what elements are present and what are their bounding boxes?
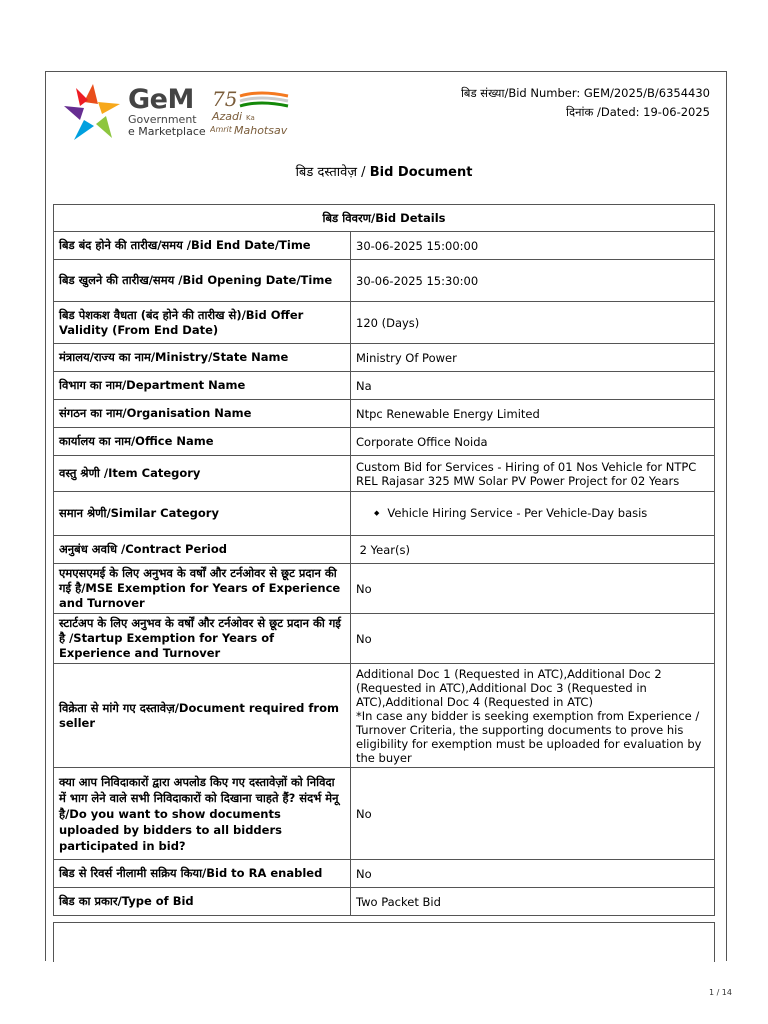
table-row	[54, 456, 715, 492]
list-item: ◆ Vehicle Hiring Service - Per Vehicle-Day basis	[390, 506, 709, 522]
row-label-documents-required: विक्रेता से मांगे गए दस्तावेज़/Document required from seller	[54, 664, 351, 768]
table-row	[54, 400, 715, 428]
gem-logo-subtitle-1: Government	[128, 113, 197, 126]
table-row	[54, 344, 715, 372]
table-row	[54, 860, 715, 888]
table-row	[54, 492, 715, 536]
row-value-show-documents: No	[351, 768, 715, 860]
row-label-mse-exemption: एमएसएमई के लिए अनुभव के वर्षों और टर्नओवर से छूट प्रदान की गई है/MSE Exemption for Years of Experience and Turnover	[54, 564, 351, 614]
row-value-ministry: Ministry Of Power	[351, 344, 715, 372]
gem-logo-subtitle-2: e Marketplace	[128, 125, 206, 138]
svg-text:Azadi: Azadi	[212, 110, 243, 123]
row-value-item-category: Custom Bid for Services - Hiring of 01 Nos Vehicle for NTPC REL Rajasar 325 MW Solar PV Power Project for 02 Years	[351, 456, 715, 492]
svg-text:Mahotsav: Mahotsav	[234, 124, 288, 137]
row-label-office: कार्यालय का नाम/Office Name	[54, 428, 351, 456]
row-value-mse-exemption: No	[351, 564, 715, 614]
bid-details-table	[53, 204, 715, 916]
table-row	[54, 428, 715, 456]
document-title-hindi: बिड दस्तावेज़ /	[295, 165, 370, 180]
row-value-ra-enabled: No	[351, 860, 715, 888]
azadi-ka-amrit-mahotsav-logo	[210, 88, 300, 138]
row-label-contract-period: अनुबंध अवधि /Contract Period	[54, 536, 351, 564]
row-value-bid-end-date: 30-06-2025 15:00:00	[351, 232, 715, 260]
header-logos	[62, 82, 312, 144]
row-label-type-of-bid: बिड का प्रकार/Type of Bid	[54, 888, 351, 916]
similar-category-list	[356, 506, 709, 522]
table-row	[54, 664, 715, 768]
svg-text:75: 75	[212, 88, 238, 111]
svg-text:Ka: Ka	[246, 114, 255, 122]
table-row	[54, 232, 715, 260]
next-section-box	[53, 922, 715, 962]
table-row	[54, 302, 715, 344]
table-heading: बिड विवरण/Bid Details	[54, 205, 715, 232]
page-number: 1 / 14	[708, 988, 732, 997]
row-value-bid-opening-date: 30-06-2025 15:30:00	[351, 260, 715, 302]
gem-logo-text	[128, 86, 206, 138]
row-label-item-category: वस्तु श्रेणी /Item Category	[54, 456, 351, 492]
row-value-department: Na	[351, 372, 715, 400]
row-value-startup-exemption: No	[351, 614, 715, 664]
row-label-bid-end-date: बिड बंद होने की तारीख/समय /Bid End Date/Time	[54, 232, 351, 260]
row-label-ra-enabled: बिड से रिवर्स नीलामी सक्रिय किया/Bid to RA enabled	[54, 860, 351, 888]
table-row	[54, 372, 715, 400]
row-value-contract-period: 2 Year(s)	[351, 536, 715, 564]
table-heading-row	[54, 205, 715, 232]
document-title	[0, 162, 768, 180]
svg-text:Amrit: Amrit	[210, 125, 232, 134]
table-row	[54, 614, 715, 664]
table-row	[54, 260, 715, 302]
row-value-office: Corporate Office Noida	[351, 428, 715, 456]
row-label-bid-opening-date: बिड खुलने की तारीख/समय /Bid Opening Date/Time	[54, 260, 351, 302]
bid-dated: दिनांक /Dated: 19-06-2025	[566, 105, 710, 119]
row-value-organisation: Ntpc Renewable Energy Limited	[351, 400, 715, 428]
row-value-documents-required: Additional Doc 1 (Requested in ATC),Additional Doc 2 (Requested in ATC),Additional Doc 3 (Requested in ATC),Additional Doc 4 (Requested in ATC) *In case any bidder is seeking exemption from Experience / Turnover Criteria, the supporting documents to prove his eligibility for exemption must be uploaded for evaluation by the buyer	[351, 664, 715, 768]
bid-number: बिड संख्या/Bid Number: GEM/2025/B/6354430	[460, 86, 710, 100]
table-row	[54, 536, 715, 564]
row-label-department: विभाग का नाम/Department Name	[54, 372, 351, 400]
table-row	[54, 564, 715, 614]
row-label-show-documents: क्या आप निविदाकारों द्वारा अपलोड किए गए दस्तावेज़ों को निविदा में भाग लेने वाले सभी निविदाकारों को दिखाना चाहते हैं? संदर्भ मेनू है/Do you want to show documents uploaded by bidders to all bidders participated in bid?	[54, 768, 351, 860]
row-label-ministry: मंत्रालय/राज्य का नाम/Ministry/State Name	[54, 344, 351, 372]
bid-header-info	[461, 84, 710, 122]
row-label-organisation: संगठन का नाम/Organisation Name	[54, 400, 351, 428]
table-row	[54, 888, 715, 916]
row-value-type-of-bid: Two Packet Bid	[351, 888, 715, 916]
gem-logo-title: GeM	[128, 84, 194, 115]
gem-logo-icon	[62, 82, 124, 144]
row-label-startup-exemption: स्टार्टअप के लिए अनुभव के वर्षों और टर्नओवर से छूट प्रदान की गई है /Startup Exemption for Years of Experience and Turnover	[54, 614, 351, 664]
row-label-similar-category: समान श्रेणी/Similar Category	[54, 492, 351, 536]
document-title-english: Bid Document	[369, 165, 473, 180]
table-row	[54, 768, 715, 860]
row-value-similar-category-cell	[351, 492, 715, 536]
row-label-bid-offer-validity: बिड पेशकश वैधता (बंद होने की तारीख से)/Bid Offer Validity (From End Date)	[54, 302, 351, 344]
row-value-bid-offer-validity: 120 (Days)	[351, 302, 715, 344]
